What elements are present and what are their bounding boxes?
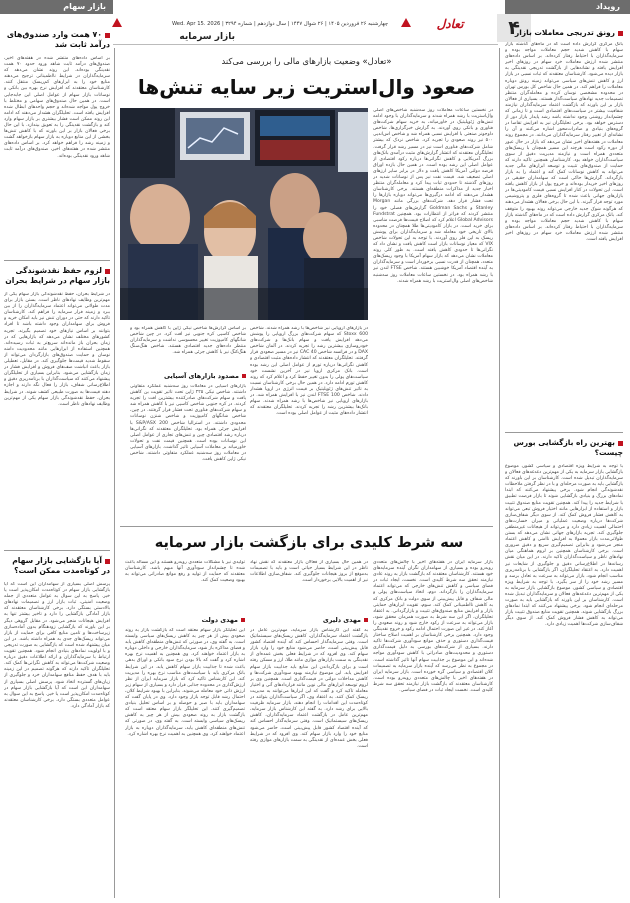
left-divider-1 [4,260,110,261]
logo-triangle-icon [401,18,411,27]
right-column-rule [499,48,500,898]
right-title-1-text: رونق تدریجی معاملات بازار [514,28,615,37]
subhead-1 [130,372,246,381]
section-label-right: رویداد [595,2,620,11]
main-story-divider [120,526,493,527]
kicker: «تعادل» وضعیت بازارهای مالی را بررسی می‌کند [221,56,392,66]
page-number: ۴ [508,17,520,39]
right-title-2-text: بهترین راه بازگشایی بورس چیست؟ [513,438,623,457]
bullet-square-icon [105,269,110,274]
bullet-square-icon [105,559,110,564]
byline-2-text: مهدی دولت [201,616,238,624]
bottom-body-col-2: به گفته این کارشناس بازار سرمایه، مهم‌ترین عامل در بازگشت اعتماد سرمایه‌گذاران، کاهش ریسک‌های سیستماتیک است. وقتی سرمایه‌گذار احساس کند که آینده اقتصاد کشور قابل پیش‌بینی است، حاضر می‌شود منابع خود را وارد بازار سهام کند. وی افزود که در شرایط فعلی بخش عمده‌ای از نقدینگی به سمت بازارهای موازی مانند طلا، ارز و مسکن رفته است و برای بازگرداندن این منابع باید جذابیت بازار سهام افزایش یابد. این موضوع نیازمند بهبود سودآوری شرکت‌ها و کاهش مداخلات دولتی در قیمت‌گذاری است. همچنین وی بر لزوم توسعه ابزارهای مالی نوین مانند قراردادهای آتی و اختیار معامله تاکید کرد و گفت که این ابزارها می‌توانند به مدیریت ریسک کمک کنند. به اعتقاد وی، اگر سیاست‌گذاران بتوانند در کوتاه‌مدت این اقدامات را انجام دهند، بازار سرمایه ظرفیت بالایی برای رشد دارد. به گفته این کارشناس بازار سرمایه، مهم‌ترین عامل در بازگشت اعتماد سرمایه‌گذاران، کاهش ریسک‌های سیستماتیک است. وقتی سرمایه‌گذار احساس کند که آینده اقتصاد کشور قابل پیش‌بینی است، حاضر می‌شود منابع خود را وارد بازار سهام کند. وی افزود که در شرایط فعلی بخش عمده‌ای از نقدینگی به سمت بازارهای موازی رفته است. [250,628,368,749]
header-triangle-icon [112,18,122,27]
bottom-body-col-3-top: تولیدی نیز با مشکلات متعددی روبه‌رو هستند و این مساله باعث شده تا چشم‌انداز سودآوری آنها مبهم باشد. کارشناسان معتقدند که حمایت از تولید و رفع موانع صادراتی می‌تواند به بهبود وضعیت کمک کند. [125,560,245,584]
left-title-3 [4,556,110,576]
right-column [505,18,623,898]
byline-2 [125,616,245,625]
right-body-1: بانک مرکزی گزارش داده است که در ماه‌های گذشته بازار سهام با کاهش شدید حجم معاملات مواجه بوده و سرمایه‌گذاران با احتیاط رفتار کرده‌اند. بر اساس داده‌های منتشر شده ارزش معاملات خرد سهام در روزهای اخیر افزایش یافته و نشانه‌هایی از بازگشت تدریجی نقدینگی به بازار دیده می‌شود. کارشناسان معتقدند که ثبات نسبی در بازار ارز و کاهش تنش‌های سیاسی می‌تواند زمینه رونق دوباره معاملات را فراهم کند. در همین حال شاخص کل بورس تهران در محدوده مشخصی نوسان کرده و معامله‌گران منتظر تصمیمات جدید نهادهای سیاست‌گذار هستند. بسیاری از فعالان بازار بر این باورند که بازگشت اعتماد سرمایه‌گذاران نیازمند شفافیت بیشتر در سیاست‌های اقتصادی است و تا زمانی که چشم‌انداز روشنی وجود نداشته باشد رشد پایدار بازار دور از دسترس خواهد بود. برخی تحلیلگران نیز به افزایش تقاضا در گروه‌های بنیادی و صادرات‌محور اشاره می‌کنند و آن را نشانه‌ای از تغییر رفتار سرمایه‌گذاران می‌دانند. در مجموع روند معاملات در هفته‌های اخیر نشان می‌دهد که بازار در حال عبور از دوره رکود است هرچند این مسیر همچنان با ریسک‌های متعددی همراه است و نیازمند مدیریت دقیق از سوی سیاست‌گذاران خواهد بود. کارشناسان همچنین تاکید دارند که حمایت از صندوق‌های تثبیت و توسعه ابزارهای مالی جدید می‌تواند به کاهش نوسانات کمک کند و اعتماد را به بازار بازگرداند. گزارش‌ها حاکی است که سهامداران حقیقی در روزهای اخیر خریدار بوده‌اند و خروج پول از بازار کاهش یافته است. این تحولات در کنار افزایش نسبی قیمت کامودیتی‌ها در بازارهای جهانی باعث شده تا گروه‌های فلزی و پتروشیمی مورد توجه قرار گیرند. با این حال برخی فعالان هشدار می‌دهند که هرگونه شوک جدید خارجی می‌تواند روند بهبود را متوقف کند. بانک مرکزی گزارش داده است که در ماه‌های گذشته بازار سهام با کاهش شدید حجم معاملات مواجه بوده و سرمایه‌گذاران با احتیاط رفتار کرده‌اند. بر اساس داده‌های منتشر شده ارزش معاملات خرد سهام در روزهای اخیر افزایش یافته است. [505,42,623,242]
left-body-3: پرسش اصلی بسیاری از سهامداران این است که آیا بازگشایی بازار سهام در کوتاه‌مدت امکان‌پذیر است یا خیر. پاسخ به این سوال به عوامل متعددی از جمله وضعیت امنیتی، ثبات بازار ارز و تصمیمات نهادهای بالادستی بستگی دارد. برخی کارشناسان معتقدند که بازار آمادگی بازگشایی را دارد و تاخیر بیشتر تنها به افزایش هیجانات منجر می‌شود. در مقابل گروهی دیگر بر این باورند که بازگشایی زودهنگام بدون آماده‌سازی زیرساخت‌ها و تامین منابع کافی برای حمایت از بازار می‌تواند ریسک‌های جدی به همراه داشته باشد. در این میان پیشنهاد شده است که بازگشایی به صورت تدریجی و با اولویت نمادهای بنیادی انجام شود. همچنین تقویت ارتباط با سرمایه‌گذاران و ارائه اطلاعات دقیق درباره وضعیت شرکت‌ها می‌تواند به کاهش نگرانی‌ها کمک کند. تحلیلگران تاکید دارند که هرگونه تصمیم در این زمینه باید با هدف حفظ منافع سهامداران خرد و جلوگیری از زیان‌های گسترده اتخاذ شود. پرسش اصلی بسیاری از سهامداران این است که آیا بازگشایی بازار سهام در کوتاه‌مدت امکان‌پذیر است یا خیر. پاسخ به این سوال به عوامل متعددی بستگی دارد. برخی کارشناسان معتقدند که بازار آمادگی دارد. [4,582,110,709]
section-label-left: بازار سهام [63,2,106,11]
date-line: چهارشنبه ۲۶ فروردین ۱۴۰۵ | ۲۶ شوال ۱۴۴۷ | سال دوازدهم | شماره ۳۲۹۴ | Wed. Apr 15. 2026 [171,21,389,27]
main-section-title: بازار سرمایه [179,32,235,42]
main-body-col-b-top: بر اساس گزارش‌ها شاخص نیکی ژاپن با کاهش همراه بود و شاخص کاسپی کره جنوبی نیز افت کرد. در چین شاخص شانگهای کامپوزیت تغییر محسوسی نداشت و سرمایه‌گذاران منتظر داده‌های جدید اقتصادی هستند. شاخص هنگ‌سنگ هنگ‌کنگ نیز با کاهش جزئی همراه شد. [130,326,246,356]
left-divider-2 [4,550,110,551]
news-photo [120,108,368,320]
left-column [4,20,110,898]
bullet-square-icon [364,618,368,622]
subhead-1-text: مصدود بازارهای آسیایی [163,372,239,380]
bottom-body-col-3: این تحلیلگر بازار سهام معتقد است که بازگشت بازار به روند صعودی بیش از هر چیز به کاهش ریسک‌های سیاسی وابسته است. به گفته وی، در صورتی که تنش‌های منطقه‌ای کاهش یابد و فضای مذاکره باز شود، سرمایه‌گذاران خارجی و داخلی دوباره به بازار اعتماد خواهند کرد. وی همچنین به اهمیت نرخ بهره اشاره کرد و گفت که بالا بودن نرخ سود بانکی و اوراق بدهی باعث شده تا جذابیت بازار سهام کاهش یابد. در این شرایط بانک مرکزی باید با سیاست‌های مناسب نرخ بهره را مدیریت کند. این کارشناس تاکید کرد که بازار سرمایه ایران از نظر ارزش‌گذاری در محدوده جذابی قرار دارد و بسیاری از سهام زیر ارزش ذاتی خود معامله می‌شوند. بنابراین با بهبود شرایط کلان، احتمال رشد قابل توجه بازار وجود دارد. وی در پایان گفت که سهامداران باید با صبر و حوصله و بر اساس تحلیل بنیادی تصمیم‌گیری کنند. این تحلیلگر بازار سهام معتقد است که بازگشت بازار به روند صعودی بیش از هر چیز به کاهش ریسک‌های سیاسی وابسته است. به گفته وی، در صورتی که تنش‌های منطقه‌ای کاهش یابد، سرمایه‌گذاران دوباره به بازار اعتماد خواهند کرد. وی همچنین به اهمیت نرخ بهره اشاره کرد. [125,628,245,737]
left-title-1-text: ۷۰ همت وارد صندوق‌های درآمد ثابت شد [6,30,110,49]
headline: صعود وال‌استریت زیر سایه تنش‌ها [137,75,476,99]
bullet-square-icon [618,31,623,36]
header-rule [113,44,498,45]
byline-1-text: مهدی دلیری [322,616,361,624]
left-body-2: در شرایط بحران، حفظ نقدشوندگی بازار سهام یکی از مهم‌ترین وظایف نهادهای ناظر است. بستن بازار برای مدت طولانی می‌تواند اعتماد سرمایه‌گذاران را از بین ببرد و زمینه فرار سرمایه را فراهم کند. کارشناسان تاکید دارند که حتی در دوران تنش نیز باید امکان خرید و فروش برای سهامداران وجود داشته باشد تا افراد بتوانند بر اساس نیازهای خود تصمیم بگیرند. تجربه کشورهای مختلف نشان می‌دهد که بازارهایی که در زمان بحران باز مانده‌اند سریع‌تر به ثبات رسیده‌اند. همچنین استفاده از ابزارهایی مانند محدودیت دامنه نوسان و حمایت صندوق‌های بازارگردان می‌تواند از سقوط شدید قیمت‌ها جلوگیری کند. در مقابل، تعطیلی بازار باعث انباشت صف‌های فروش و افزایش فشار در زمان بازگشایی می‌شود. بنابراین بسیاری از تحلیلگران پیشنهاد می‌کنند که سیاست‌گذاران با برنامه‌ریزی دقیق و اطلاع‌رسانی شفاف، بازار را فعال نگه دارند و اجازه دهند قیمت‌ها به صورت طبیعی کشف شوند. در شرایط بحران، حفظ نقدشوندگی بازار سهام یکی از مهم‌ترین وظایف نهادهای ناظر است. [4,292,110,407]
byline-1 [250,616,368,625]
main-body-top-right: در نخستین ساعات معاملات روز سه‌شنبه شاخص‌های اصلی وال‌استریت با رشد همراه شدند و سرمایه‌گذاران با وجود ادامه تنش‌های ژئوپلیتیک در خاورمیانه، به خرید سهام شرکت‌های فناوری و بانکی روی آوردند. به گزارش خبرگزاری‌ها، شاخص داوجونز صنعتی با افزایش نسبی همراه شد و شاخص اس‌اندپی ۵۰۰ نیز روند صعودی را تجربه کرد. شاخص نزدک که بیشتر شامل شرکت‌های فناوری است نیز در مسیر رشد قرار گرفت. تحلیلگران معتقدند که انتشار گزارش‌های مثبت درآمدی بانک‌های بزرگ آمریکایی و کاهش نگرانی‌ها درباره رکود اقتصادی از عوامل اصلی این رشد بوده است. در همین حال بازده اوراق قرضه دولتی آمریکا کاهش یافت و دلار در برابر سایر ارزهای اصلی تضعیف شد. قیمت نفت نیز پس از نوسانات شدید در روزهای گذشته تا حدودی ثبات پیدا کرد و معامله‌گران منتظر اخبار جدید از مذاکرات منطقه‌ای هستند. برخی کارشناسان هشدار می‌دهند که ادامه درگیری‌ها می‌تواند دوباره بازارها را تحت فشار قرار دهد. شرکت‌های بزرگی مانند Morgan Stanley و Goldman Sachs گزارش‌های فصلی خود را منتشر کردند که فراتر از انتظارات بود. همچنین Fundstrat Global Advisors اعلام کرد که اصلاح قیمت‌ها فرصت مناسبی برای خرید است. در بازار کامودیتی‌ها طلا همچنان در محدوده بالای تاریخی خود معامله شد و سرمایه‌گذاران برای پوشش ریسک به این فلز روی آوردند. با توجه به این تحولات شاخص VIX که معیار نوسانات بازار است کاهش یافت و نشان داد که نگرانی‌ها تا حدودی کاهش یافته است. به طور کلی روند معاملات نشان می‌دهد که بازار سهام آمریکا با وجود ریسک‌های متعدد، همچنان از قدرت نسبی برخوردار است و سرمایه‌گذاران به آینده اقتصاد آمریکا خوشبین هستند. شاخص FTSE لندن نیز با رشد همراه بود. در نخستین ساعات معاملات روز سه‌شنبه شاخص‌های اصلی وال‌استریت با رشد همراه شدند. [373,108,493,284]
right-divider [505,432,623,433]
main-body-col-b: بازارهای آسیایی در معاملات روز سه‌شنبه عملکرد متفاوتی داشتند. شاخص نیکی ۲۲۵ ژاپن تحت تاثیر تقویت ین کاهش یافت و سهام شرکت‌های صادرکننده بیشترین افت را تجربه کردند. در کره جنوبی شاخص کاسپی نیز با کاهش همراه شد و سهام شرکت‌های فناوری تحت فشار قرار گرفتند. در چین، شاخص شانگهای کامپوزیت و شاخص شنژن نوسانات محدودی داشتند. در استرالیا شاخص S&P/ASX 200 با افزایش جزئی همراه بود. تحلیلگران معتقدند که نگرانی‌ها درباره رشد اقتصادی چین و تنش‌های تجاری از عوامل اصلی این نوسانات بوده است. همچنین قیمت نفت و تحولات خاورمیانه بر معاملات آسیایی تاثیر گذاشت. بازارهای آسیایی در معاملات روز سه‌شنبه عملکرد متفاوتی داشتند. شاخص نیکی ژاپن کاهش یافت. [130,384,246,463]
bullet-square-icon [241,618,245,622]
bottom-body-col-1: بازار سرمایه ایران در هفته‌های اخیر با چالش‌های متعددی روبه‌رو بوده و بسیاری از سهامداران نگران آینده سرمایه‌های خود هستند. کارشناسان معتقدند که بازگشت بازار به روند عادی نیازمند تحقق سه شرط کلیدی است. نخست، ایجاد ثبات در فضای سیاسی و کاهش تنش‌های خارجی که می‌تواند اعتماد سرمایه‌گذاران را بازگرداند. دوم، اتخاذ سیاست‌های پولی و مالی شفاف و قابل پیش‌بینی از سوی دولت و بانک مرکزی که به کاهش نااطمینانی کمک کند. سوم، تقویت ابزارهای حمایتی بازار و افزایش منابع صندوق‌های تثبیت و بازارگردانی. به اعتقاد تحلیلگران، اگر این سه شرط به صورت همزمان محقق شود، بازار می‌تواند به سرعت از رکود خارج شود و روند صعودی را آغاز کند. در غیر این صورت احتمال ادامه رکود و خروج نقدینگی وجود دارد. همچنین برخی کارشناسان بر اهمیت اصلاح ساختار قیمت‌گذاری دستوری و حذف موانع سودآوری شرکت‌ها تاکید دارند. بسیاری از شرکت‌های بورسی به دلیل قیمت‌گذاری دستوری و محدودیت‌های صادراتی با کاهش سودآوری مواجه شده‌اند و این موضوع بر جذابیت سهام آنها تاثیر گذاشته است. در مجموع به نظر می‌رسد که آینده بازار سرمایه به تصمیمات کلان اقتصادی و سیاسی گره خورده است. بازار سرمایه ایران در هفته‌های اخیر با چالش‌های متعددی روبه‌رو بوده است. کارشناسان معتقدند که بازگشت بازار نیازمند تحقق سه شرط کلیدی است. نخست ایجاد ثبات در فضای سیاسی. [373,560,493,693]
left-column-rule [114,48,115,898]
bullet-square-icon [105,33,110,38]
right-title-2 [505,438,623,458]
right-title-1 [505,28,623,38]
left-title-2 [4,266,110,286]
bottom-body-col-2-top: در همین حال بسیاری از فعالان بازار معتقدند که نقش نهاد ناظر در این شرایط بسیار حیاتی است و باید با تصمیمات به‌موقع از بروز هیجانات جلوگیری کند. شفاف‌سازی اطلاعات نیز از اهمیت بالایی برخوردار است. [250,560,368,584]
traders-photo-illustration [120,108,368,320]
left-body-1: بر اساس داده‌های منتشر شده در هفته‌های اخیر، صندوق‌های درآمد ثابت شاهد ورود حدود ۷۰ همت نقدینگی بوده‌اند. این روند نشان می‌دهد که سرمایه‌گذاران در شرایط نااطمینانی ترجیح می‌دهند منابع خود را به ابزارهای کم‌ریسک منتقل کنند. کارشناسان معتقدند که افزایش نرخ بهره بین بانکی و نوسانات بازار سهام از عوامل اصلی این جابه‌جایی است. در همین حال صندوق‌های سهامی و مختلط با خروج پول مواجه شده‌اند و حجم واحدهای ابطال شده افزایش یافته است. تحلیلگران هشدار می‌دهند که ادامه این روند ممکن است فشار بیشتری بر بازار سهام وارد کند و بازگشت نقدینگی را به تعویق بیندازد. با این حال برخی فعالان بازار بر این باورند که با کاهش تنش‌ها بخشی از این منابع دوباره به بازار سهام بازخواهد گشت و زمینه رشد را فراهم خواهد کرد. بر اساس داده‌های منتشر شده در هفته‌های اخیر، صندوق‌های درآمد ثابت شاهد ورود نقدینگی بوده‌اند. [4,56,110,159]
left-title-3-text: آیا بازگشایی بازار سهام در کوتاه‌مدت ممکن است؟ [12,556,110,575]
bottom-headline: سه شرط کلیدی برای بازگشت بازار سرمایه [154,535,464,551]
bullet-square-icon [242,374,246,378]
left-title-2-text: لزوم حفظ نقدشوندگی بازار سهام در شرایط بحران [5,266,110,285]
left-title-1 [4,30,110,50]
logo: تعادل [436,17,464,31]
right-body-2: با توجه به شرایط ویژه اقتصادی و سیاسی کشور، موضوع بازگشایی بازار سرمایه به یکی از مهم‌ترین دغدغه‌های فعالان و سرمایه‌گذاران تبدیل شده است. کارشناسان بر این باورند که بازگشایی باید به صورت مرحله‌ای و با در نظر گرفتن ملاحظات نقدشوندگی انجام شود. برخی پیشنهاد می‌کنند که ابتدا نمادهای بزرگ و بنیادی بازگشایی شوند تا بازار فرصت تطبیق با شرایط جدید را پیدا کند. همچنین تقویت منابع صندوق تثبیت بازار و استفاده از ابزارهایی مانند اختیار فروش تبعی می‌تواند به کاهش فشار فروش کمک کند. از سوی دیگر شفاف‌سازی شرکت‌ها درباره وضعیت عملیاتی و میزان خسارت‌های احتمالی اهمیت زیادی دارد و می‌تواند از هیجانات غیرمنطقی جلوگیری کند. تجربه بازارهای جهانی نشان می‌دهد که بستن طولانی‌مدت بازار معمولا به افزایش ناامنی و کاهش اعتماد منجر می‌شود و بنابراین تصمیم‌گیری سریع و دقیق ضروری است. برخی کارشناسان همچنین بر لزوم هماهنگی میان نهادهای ناظر و سیاست‌گذاران تاکید دارند. در این میان نقش رسانه‌ها در اطلاع‌رسانی دقیق و جلوگیری از شایعات نیز اهمیت دارد. به اعتقاد تحلیلگران، اگر بازگشایی با برنامه‌ریزی مناسب انجام شود، بازار می‌تواند به سرعت به تعادل برسد و مسیر رشد خود را از سر بگیرد. با توجه به شرایط ویژه اقتصادی و سیاسی کشور، موضوع بازگشایی بازار سرمایه به یکی از مهم‌ترین دغدغه‌های فعالان و سرمایه‌گذاران تبدیل شده است. کارشناسان بر این باورند که بازگشایی باید به صورت مرحله‌ای انجام شود. برخی پیشنهاد می‌کنند که ابتدا نمادهای بزرگ بازگشایی شوند. همچنین تقویت منابع صندوق تثبیت بازار می‌تواند به کاهش فشار فروش کمک کند. از سوی دیگر شفاف‌سازی شرکت‌ها اهمیت زیادی دارد. [505,464,623,628]
bullet-square-icon [618,441,623,446]
main-body-col-a: در بازارهای اروپایی نیز شاخص‌ها با رشد همراه شدند. شاخص Stoxx 600 که سهام شرکت‌های بزرگ اروپایی را پوشش می‌دهد افزایش یافت و سهام بانک‌ها و شرکت‌های خودروسازی بیشترین رشد را تجربه کردند. در آلمان شاخص DAX و در فرانسه شاخص CAC 40 نیز در مسیر صعودی قرار گرفتند. تحلیلگران معتقدند که انتشار داده‌های مثبت اقتصادی و کاهش نگرانی‌ها درباره تورم از عوامل اصلی این رشد بوده است. بانک مرکزی اروپا نیز در آخرین نشست خود سیاست‌های پولی را بدون تغییر حفظ کرد و اعلام کرد که روند کاهش تورم ادامه دارد. در همین حال برخی کارشناسان نسبت به تاثیر تنش‌های ژئوپلیتیک بر قیمت انرژی در اروپا هشدار دادند. شاخص FTSE 100 لندن نیز با افزایش همراه شد. در بازارهای اروپایی نیز شاخص‌ها با رشد همراه شدند. سهام بانک‌ها بیشترین رشد را تجربه کردند. تحلیلگران معتقدند که انتشار داده‌های مثبت از عوامل اصلی بوده است. [250,326,368,417]
